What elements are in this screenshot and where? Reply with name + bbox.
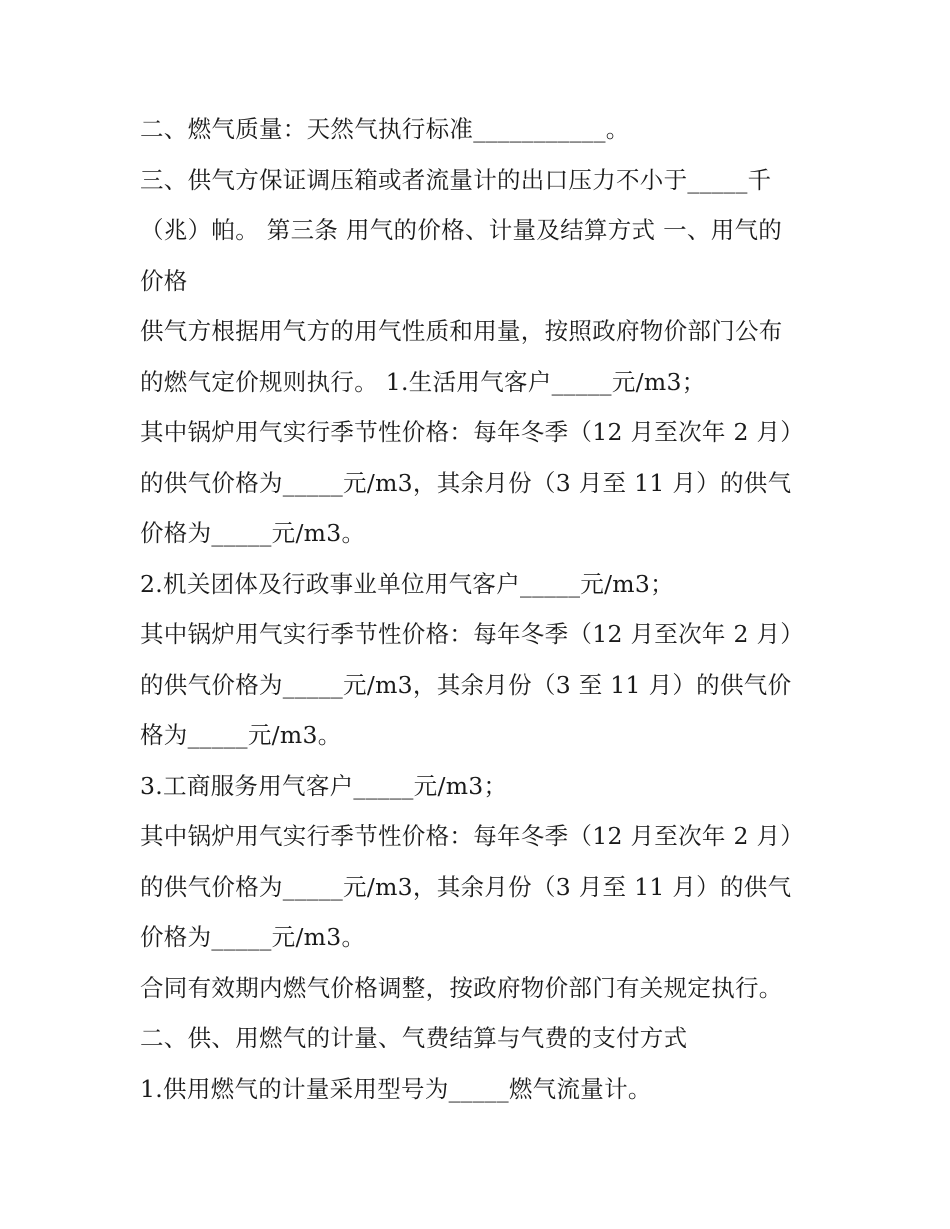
text-line: （兆）帕。 第三条 用气的价格、计量及结算方式 一、用气的	[140, 216, 783, 244]
text-line: 1.供用燃气的计量采用型号为_____燃气流量计。	[140, 1074, 652, 1103]
document-body	[140, 104, 820, 1114]
text-line: 2.机关团体及行政事业单位用气客户_____元/m3；	[140, 569, 674, 598]
text-line: 其中锅炉用气实行季节性价格：每年冬季（12 月至次年 2 月）	[140, 620, 805, 648]
text-line: 三、供气方保证调压箱或者流量计的出口压力不小于_____千	[140, 165, 772, 194]
text-line: 合同有效期内燃气价格调整，按政府物价部门有关规定执行。	[140, 973, 783, 1002]
text-line: 的供气价格为_____元/m3，其余月份（3 至 11 月）的供气价	[140, 670, 792, 699]
text-line: 格为_____元/m3。	[140, 721, 342, 749]
text-line: 二、供、用燃气的计量、气费结算与气费的支付方式	[140, 1024, 688, 1052]
text-line: 二、燃气质量：天然气执行标准___________。	[140, 115, 630, 143]
text-line: 价格为_____元/m3。	[140, 519, 366, 547]
text-line: 供气方根据用气方的用气性质和用量，按照政府物价部门公布	[140, 317, 783, 345]
text-line: 的供气价格为_____元/m3，其余月份（3 月至 11 月）的供气	[140, 872, 792, 901]
text-line: 的供气价格为_____元/m3，其余月份（3 月至 11 月）的供气	[140, 468, 792, 497]
text-line: 的燃气定价规则执行。 1.生活用气客户_____元/m3；	[140, 367, 706, 396]
text-line: 价格	[140, 266, 188, 295]
text-line: 其中锅炉用气实行季节性价格：每年冬季（12 月至次年 2 月）	[140, 418, 805, 446]
text-line: 3.工商服务用气客户_____元/m3；	[140, 771, 508, 800]
text-line: 其中锅炉用气实行季节性价格：每年冬季（12 月至次年 2 月）	[140, 822, 805, 850]
text-line: 价格为_____元/m3。	[140, 923, 366, 951]
